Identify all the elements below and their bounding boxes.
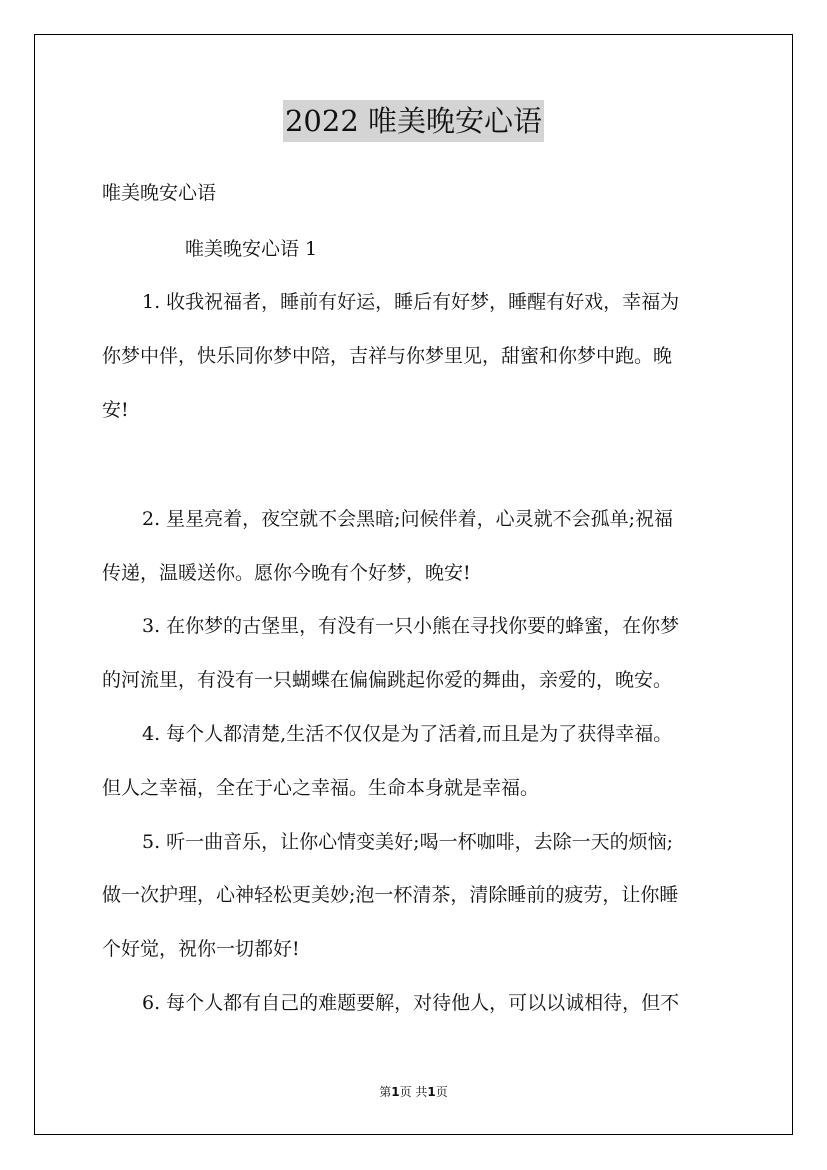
title-container xyxy=(0,100,827,142)
footer-page-prefix: 第 xyxy=(379,1085,392,1099)
paragraph-line: 你梦中伴，快乐同你梦中陪，吉祥与你梦里见，甜蜜和你梦中跑。晚 xyxy=(102,345,673,367)
section-heading: 唯美晚安心语 1 xyxy=(185,238,318,260)
paragraph-line: 的河流里，有没有一只蝴蝶在偏偏跳起你爱的舞曲，亲爱的，晚安。 xyxy=(102,669,673,691)
footer-page-mid: 页 共 xyxy=(399,1085,428,1099)
footer-page-total: 1 xyxy=(427,1085,436,1099)
paragraph-line: 6. 每个人都有自己的难题要解，对待他人，可以以诚相待，但不 xyxy=(142,992,680,1014)
paragraph-line: 做一次护理，心神轻松更美妙;泡一杯清茶，清除睡前的疲劳，让你睡 xyxy=(102,884,679,906)
paragraph-line: 传递，温暖送你。愿你今晚有个好梦，晚安! xyxy=(102,562,471,584)
document-subtitle: 唯美晚安心语 xyxy=(102,182,217,204)
paragraph-line: 但人之幸福，全在于心之幸福。生命本身就是幸福。 xyxy=(102,777,540,799)
paragraph-line: 1. 收我祝福者，睡前有好运，睡后有好梦，睡醒有好戏，幸福为 xyxy=(142,291,680,313)
paragraph-line: 安! xyxy=(102,399,129,421)
paragraph-line: 个好觉，祝你一切都好! xyxy=(102,938,300,960)
paragraph-line: 2. 星星亮着，夜空就不会黑暗;问候伴着，心灵就不会孤单;祝福 xyxy=(142,508,673,530)
page-footer xyxy=(0,1084,827,1100)
paragraph-line: 4. 每个人都清楚,生活不仅仅是为了活着,而且是为了获得幸福。 xyxy=(142,723,673,745)
document-title: 2022 唯美晚安心语 xyxy=(283,100,544,142)
footer-page-current: 1 xyxy=(391,1085,400,1099)
footer-page-suffix: 页 xyxy=(435,1085,448,1099)
paragraph-line: 5. 听一曲音乐，让你心情变美好;喝一杯咖啡，去除一天的烦恼; xyxy=(142,831,673,853)
paragraph-line: 3. 在你梦的古堡里，有没有一只小熊在寻找你要的蜂蜜，在你梦 xyxy=(142,615,680,637)
